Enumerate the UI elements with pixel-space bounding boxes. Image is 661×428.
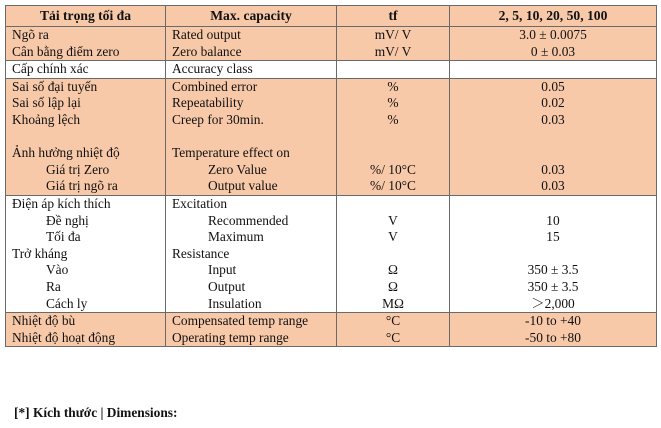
spec-line-vn: Điện áp kích thích: [12, 195, 111, 211]
spec-line-en: Output value: [208, 178, 278, 194]
spec-line-vn: Ra: [46, 278, 61, 294]
header-unit: tf: [337, 6, 450, 27]
spec-group-row: [6, 313, 657, 347]
spec-line-value: 3.0 ± 0.0075: [519, 27, 587, 42]
spec-line-en: Zero Value: [208, 161, 267, 177]
spec-line-en: Maximum: [208, 229, 264, 245]
spec-line-value: 15: [546, 229, 560, 245]
unit-cell: [337, 61, 450, 79]
value-cell: [450, 313, 657, 347]
spec-line-value: 0.03: [541, 111, 565, 127]
unit-cell: [337, 195, 450, 312]
spec-line-value: [450, 145, 656, 162]
label-en-cell: [166, 313, 337, 347]
unit-cell: [337, 313, 450, 347]
spec-line-value: [450, 246, 656, 263]
spec-line-value: [450, 196, 656, 213]
label-vn-cell: [6, 313, 166, 347]
spec-group-row: [6, 27, 657, 61]
spec-line-en: Compensated temp range: [172, 313, 309, 329]
spec-line-unit: [337, 129, 449, 146]
spec-line-en: Operating temp range: [172, 329, 289, 345]
spec-line-value: 10: [546, 212, 560, 228]
spec-line-en: Zero balance: [172, 43, 242, 59]
spec-line-vn: Giá trị Zero: [46, 161, 110, 177]
spec-line-en: Accuracy class: [172, 61, 253, 77]
spec-line-vn: Ngõ ra: [12, 27, 49, 42]
spec-line-vn: Vào: [46, 262, 69, 278]
spec-line-unit: [337, 196, 449, 213]
spec-line-value: 0.05: [541, 78, 565, 94]
spec-line-unit: Ω: [388, 262, 398, 278]
spec-line-vn: Sai số lập lại: [12, 95, 81, 111]
header-max-capacity: Max. capacity: [166, 6, 337, 27]
header-row: [6, 6, 657, 27]
spec-line-vn: Giá trị ngõ ra: [46, 178, 118, 194]
spec-line-en: Repeatability: [172, 95, 244, 111]
spec-line-en: Combined error: [172, 78, 258, 94]
header-capacities: 2, 5, 10, 20, 50, 100: [450, 6, 657, 27]
spec-line-en: Excitation: [172, 195, 228, 211]
spec-line-vn: Tối đa: [46, 229, 81, 245]
spec-line-value: [450, 129, 656, 146]
spec-line-vn: Nhiệt độ bù: [12, 313, 76, 329]
spec-line-unit: °C: [385, 313, 401, 329]
spec-line-unit: mV/ V: [374, 27, 412, 42]
spec-line-vn: Cách ly: [46, 295, 88, 311]
label-vn-cell: [6, 78, 166, 195]
spec-line-unit: [337, 145, 449, 162]
label-en-cell: [166, 195, 337, 312]
spec-line-vn: Khoảng lệch: [12, 111, 81, 127]
spec-line-vn: [6, 129, 165, 146]
spec-line-value: 350 ± 3.5: [527, 262, 579, 278]
spec-line-unit: %/ 10°C: [370, 178, 416, 194]
spec-line-value: 0 ± 0.03: [530, 43, 576, 59]
spec-line-en: Output: [208, 278, 246, 294]
spec-line-unit: %: [387, 78, 399, 94]
value-cell: [450, 61, 657, 79]
spec-line-unit: %: [387, 95, 399, 111]
spec-line-value: [450, 61, 656, 78]
spec-body: [6, 27, 657, 347]
spec-line-value: -50 to +80: [525, 329, 581, 345]
spec-line-unit: [337, 61, 449, 78]
spec-line-unit: V: [388, 229, 398, 245]
spec-line-unit: %: [387, 111, 399, 127]
value-cell: [450, 27, 657, 61]
spec-line-value: 0.02: [541, 95, 565, 111]
spec-line-vn: Nhiệt độ hoạt động: [12, 329, 116, 345]
spec-line-en: Temperature effect on: [172, 145, 290, 161]
spec-line-unit: Ω: [388, 278, 398, 294]
value-cell: [450, 78, 657, 195]
spec-line-vn: Cân bằng điểm zero: [12, 43, 120, 59]
spec-line-unit: MΩ: [382, 295, 404, 311]
spec-line-unit: °C: [385, 329, 401, 345]
spec-line-en: Resistance: [172, 245, 230, 261]
label-en-cell: [166, 27, 337, 61]
spec-group-row: [6, 195, 657, 312]
label-vn-cell: [6, 61, 166, 79]
spec-table: [5, 5, 657, 347]
spec-line-vn: Trở kháng: [12, 245, 68, 261]
label-vn-cell: [6, 195, 166, 312]
spec-line-en: Recommended: [208, 212, 289, 228]
spec-line-value: 0.03: [541, 161, 565, 177]
spec-line-vn: Sai số đại tuyến: [12, 78, 98, 94]
label-vn-cell: [6, 27, 166, 61]
spec-line-vn: Cấp chính xác: [12, 61, 89, 77]
spec-line-en: Creep for 30min.: [172, 111, 264, 127]
spec-line-en: Insulation: [208, 295, 262, 311]
spec-line-en: Input: [208, 262, 237, 278]
spec-line-value: 350 ± 3.5: [527, 278, 579, 294]
unit-cell: [337, 78, 450, 195]
dimensions-footnote: [*] Kích thước | Dimensions:: [14, 405, 178, 420]
spec-line-unit: mV/ V: [374, 43, 412, 59]
value-cell: [450, 195, 657, 312]
spec-group-row: [6, 78, 657, 195]
label-en-cell: [166, 61, 337, 79]
spec-line-vn: Ảnh hưởng nhiệt độ: [12, 145, 120, 161]
unit-cell: [337, 27, 450, 61]
label-en-cell: [166, 78, 337, 195]
spec-line-value: -10 to +40: [525, 313, 581, 329]
spec-line-value: 0.03: [541, 178, 565, 194]
spec-line-unit: [337, 246, 449, 263]
spec-line-vn: Đề nghị: [46, 212, 89, 228]
spec-line-value: ＞2,000: [531, 295, 575, 311]
spec-line-unit: V: [388, 212, 398, 228]
spec-line-en: Rated output: [172, 27, 241, 42]
header-max-load-vn: Tải trọng tối đa: [6, 6, 166, 27]
spec-group-row: [6, 61, 657, 79]
spec-line-en: [166, 129, 336, 146]
spec-line-unit: %/ 10°C: [370, 161, 416, 177]
